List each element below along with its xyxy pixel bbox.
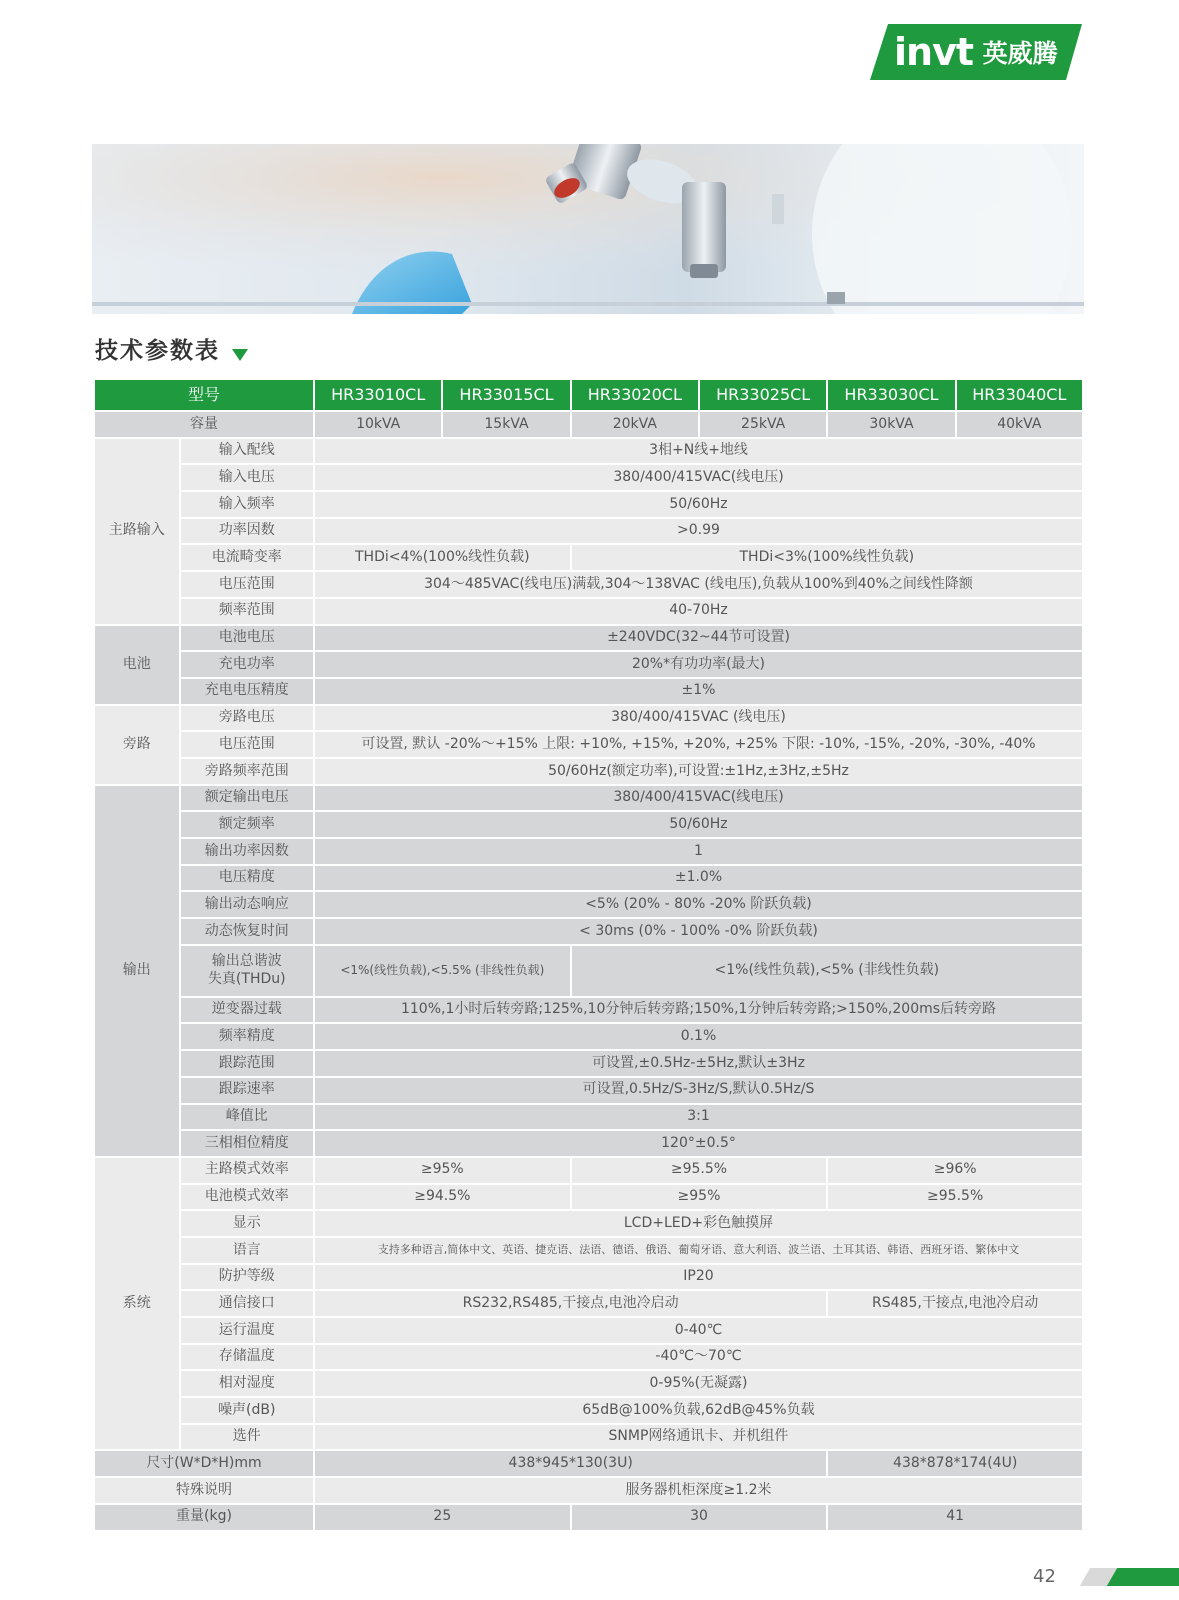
- table-row: [94, 678, 1083, 705]
- param-label: 噪声(dB): [180, 1397, 314, 1424]
- special-label: 特殊说明: [94, 1477, 314, 1504]
- param-label: 输出动态响应: [180, 891, 314, 918]
- param-label: 输入配线: [180, 438, 314, 465]
- param-value: 支持多种语言,简体中文、英语、捷克语、法语、德语、俄语、葡萄牙语、意大利语、波兰语、土耳其语、韩语、西班牙语、繁体中文: [314, 1237, 1083, 1264]
- param-value: 40-70Hz: [314, 598, 1083, 625]
- param-value: 304～485VAC(线电压)满载,304～138VAC (线电压),负载从100%到40%之间线性降额: [314, 571, 1083, 598]
- param-value: 0.1%: [314, 1023, 1083, 1050]
- table-row: [94, 411, 1083, 438]
- param-value: 50/60Hz: [314, 811, 1083, 838]
- table-row: [94, 1104, 1083, 1131]
- capacity-cell: 15kVA: [442, 411, 570, 438]
- param-label: 运行温度: [180, 1317, 314, 1344]
- table-row: [94, 1344, 1083, 1371]
- param-label: 频率精度: [180, 1023, 314, 1050]
- table-row: [94, 1077, 1083, 1104]
- param-label: [180, 945, 314, 997]
- model-cell: HR33030CL: [827, 379, 955, 411]
- table-row: [94, 1130, 1083, 1157]
- page-decoration: [1107, 1568, 1179, 1586]
- param-value: 438*878*174(4U): [827, 1450, 1083, 1477]
- table-row: [94, 1370, 1083, 1397]
- param-value: 110%,1小时后转旁路;125%,10分钟后转旁路;150%,1分钟后转旁路;>150%,200ms后转旁路: [314, 997, 1083, 1024]
- param-label: 电流畸变率: [180, 544, 314, 571]
- param-label: 相对湿度: [180, 1370, 314, 1397]
- table-row: [94, 891, 1083, 918]
- param-label-line: 输出总谐波: [211, 953, 282, 970]
- param-label: 电池电压: [180, 625, 314, 652]
- param-value: ≥96%: [827, 1157, 1083, 1184]
- param-value: <1%(线性负载),<5% (非线性负载): [571, 945, 1083, 997]
- param-label: 存储温度: [180, 1344, 314, 1371]
- param-label: 额定输出电压: [180, 785, 314, 812]
- model-cell: HR33020CL: [571, 379, 699, 411]
- table-row: [94, 544, 1083, 571]
- category-system: 系统: [94, 1157, 180, 1451]
- table-row: [94, 464, 1083, 491]
- table-row: [94, 1317, 1083, 1344]
- param-value: ≥95.5%: [827, 1184, 1083, 1211]
- banner-image: [92, 144, 1084, 314]
- page-number: 42: [1033, 1566, 1056, 1587]
- param-label: 输入电压: [180, 464, 314, 491]
- logo-cn-name: 英威腾: [982, 39, 1058, 68]
- table-row: [94, 1450, 1083, 1477]
- table-row: [94, 811, 1083, 838]
- table-row: [94, 705, 1083, 732]
- param-label: 功率因数: [180, 518, 314, 545]
- table-row: [94, 651, 1083, 678]
- table-row: [94, 1237, 1083, 1264]
- param-value: >0.99: [314, 518, 1083, 545]
- table-row: [94, 997, 1083, 1024]
- table-row: [94, 1290, 1083, 1317]
- param-value: RS485,干接点,电池冷启动: [827, 1290, 1083, 1317]
- table-row: [94, 1050, 1083, 1077]
- param-label: 选件: [180, 1424, 314, 1451]
- param-value: 380/400/415VAC(线电压): [314, 464, 1083, 491]
- param-label: 额定频率: [180, 811, 314, 838]
- dimensions-label: 尺寸(W*D*H)mm: [94, 1450, 314, 1477]
- param-value: THDi<4%(100%线性负载): [314, 544, 571, 571]
- table-row: [94, 838, 1083, 865]
- param-label: 电压精度: [180, 865, 314, 892]
- param-label: 充电电压精度: [180, 678, 314, 705]
- section-title: 技术参数表: [95, 338, 220, 364]
- param-value: 41: [827, 1504, 1083, 1531]
- param-value: < 30ms (0% - 100% -0% 阶跃负载): [314, 918, 1083, 945]
- param-label: 跟踪速率: [180, 1077, 314, 1104]
- param-label: 逆变器过载: [180, 997, 314, 1024]
- param-value: 服务器机柜深度≥1.2米: [314, 1477, 1083, 1504]
- param-label: 语言: [180, 1237, 314, 1264]
- param-value: 可设置,0.5Hz/S-3Hz/S,默认0.5Hz/S: [314, 1077, 1083, 1104]
- param-value: ±1.0%: [314, 865, 1083, 892]
- param-value: ≥95.5%: [571, 1157, 828, 1184]
- param-label: 动态恢复时间: [180, 918, 314, 945]
- param-label: 主路模式效率: [180, 1157, 314, 1184]
- param-value: SNMP网络通讯卡、并机组件: [314, 1424, 1083, 1451]
- table-row: [94, 1210, 1083, 1237]
- model-cell: HR33015CL: [442, 379, 570, 411]
- param-value: <1%(线性负载),<5.5% (非线性负载): [314, 945, 571, 997]
- table-row: [94, 1424, 1083, 1451]
- capacity-cell: 40kVA: [956, 411, 1083, 438]
- param-label: 频率范围: [180, 598, 314, 625]
- table-row: [94, 1397, 1083, 1424]
- param-label-line: 失真(THDu): [207, 970, 286, 987]
- param-value: 0-95%(无凝露): [314, 1370, 1083, 1397]
- table-row: [94, 1184, 1083, 1211]
- param-label: 三相相位精度: [180, 1130, 314, 1157]
- table-row: [94, 731, 1083, 758]
- param-value: ±1%: [314, 678, 1083, 705]
- capacity-cell: 20kVA: [571, 411, 699, 438]
- capacity-label: 容量: [94, 411, 314, 438]
- param-value: 可设置, 默认 -20%～+15% 上限: +10%, +15%, +20%, +25% 下限: -10%, -15%, -20%, -30%, -40%: [314, 731, 1083, 758]
- param-value: 120°±0.5°: [314, 1130, 1083, 1157]
- model-cell: HR33040CL: [956, 379, 1083, 411]
- param-value: LCD+LED+彩色触摸屏: [314, 1210, 1083, 1237]
- table-row: [94, 1023, 1083, 1050]
- param-label: 电压范围: [180, 571, 314, 598]
- table-row: [94, 1477, 1083, 1504]
- table-header-row: [94, 379, 1083, 411]
- table-row: [94, 438, 1083, 465]
- param-value: 30: [571, 1504, 828, 1531]
- category-bypass: 旁路: [94, 705, 180, 785]
- param-value: 20%*有功功率(最大): [314, 651, 1083, 678]
- table-row: [94, 491, 1083, 518]
- param-value: -40℃～70℃: [314, 1344, 1083, 1371]
- param-value: ≥95%: [314, 1157, 571, 1184]
- param-value: 0-40℃: [314, 1317, 1083, 1344]
- param-label: 跟踪范围: [180, 1050, 314, 1077]
- model-label: 型号: [94, 379, 314, 411]
- param-value: 25: [314, 1504, 571, 1531]
- capacity-cell: 10kVA: [314, 411, 442, 438]
- table-row: [94, 571, 1083, 598]
- param-value: 50/60Hz(额定功率),可设置:±1Hz,±3Hz,±5Hz: [314, 758, 1083, 785]
- param-value: 可设置,±0.5Hz-±5Hz,默认±3Hz: [314, 1050, 1083, 1077]
- param-value: 50/60Hz: [314, 491, 1083, 518]
- param-value: RS232,RS485,干接点,电池冷启动: [314, 1290, 827, 1317]
- param-value: ≥94.5%: [314, 1184, 571, 1211]
- logo-brand-text: invt: [894, 30, 974, 74]
- table-row: [94, 518, 1083, 545]
- param-label: 通信接口: [180, 1290, 314, 1317]
- param-label: 旁路电压: [180, 705, 314, 732]
- table-row: [94, 758, 1083, 785]
- category-output: 输出: [94, 785, 180, 1157]
- capacity-cell: 25kVA: [699, 411, 827, 438]
- param-label: 峰值比: [180, 1104, 314, 1131]
- param-value: THDi<3%(100%线性负载): [571, 544, 1083, 571]
- model-cell: HR33025CL: [699, 379, 827, 411]
- param-label: 电池模式效率: [180, 1184, 314, 1211]
- triangle-down-icon: [232, 349, 248, 361]
- param-value: ≥95%: [571, 1184, 828, 1211]
- param-value: 438*945*130(3U): [314, 1450, 827, 1477]
- table-row: [94, 865, 1083, 892]
- param-value: IP20: [314, 1264, 1083, 1291]
- model-cell: HR33010CL: [314, 379, 442, 411]
- param-label: 显示: [180, 1210, 314, 1237]
- table-row: [94, 598, 1083, 625]
- category-battery: 电池: [94, 625, 180, 705]
- capacity-cell: 30kVA: [827, 411, 955, 438]
- param-value: 1: [314, 838, 1083, 865]
- table-row: [94, 1504, 1083, 1531]
- param-value: 3相+N线+地线: [314, 438, 1083, 465]
- table-row: [94, 1264, 1083, 1291]
- param-value: 65dB@100%负载,62dB@45%负载: [314, 1397, 1083, 1424]
- param-value: 380/400/415VAC(线电压): [314, 785, 1083, 812]
- table-row: [94, 945, 1083, 997]
- spec-table: [93, 378, 1084, 1532]
- param-label: 防护等级: [180, 1264, 314, 1291]
- param-label: 电压范围: [180, 731, 314, 758]
- table-row: [94, 625, 1083, 652]
- param-value: 3:1: [314, 1104, 1083, 1131]
- param-label: 充电功率: [180, 651, 314, 678]
- param-label: 旁路频率范围: [180, 758, 314, 785]
- table-row: [94, 785, 1083, 812]
- param-label: 输出功率因数: [180, 838, 314, 865]
- param-value: <5% (20% - 80% -20% 阶跃负载): [314, 891, 1083, 918]
- category-main-input: 主路输入: [94, 438, 180, 625]
- brand-logo: [870, 24, 1082, 80]
- param-value: 380/400/415VAC (线电压): [314, 705, 1083, 732]
- table-row: [94, 918, 1083, 945]
- weight-label: 重量(kg): [94, 1504, 314, 1531]
- param-label: 输入频率: [180, 491, 314, 518]
- table-row: [94, 1157, 1083, 1184]
- param-value: ±240VDC(32~44节可设置): [314, 625, 1083, 652]
